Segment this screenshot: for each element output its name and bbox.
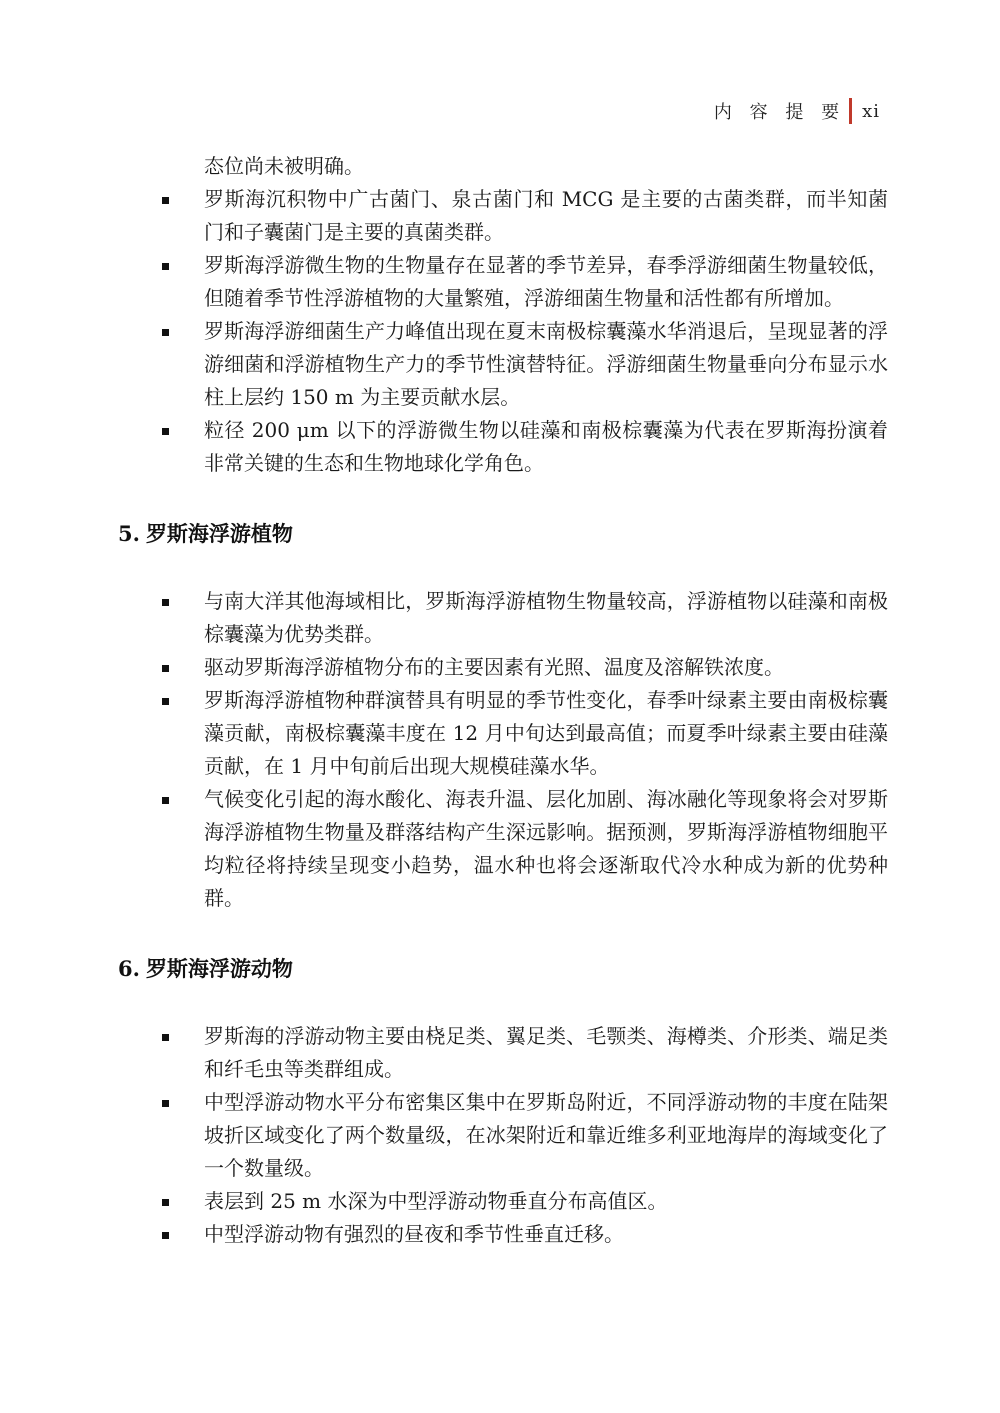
list-item: 罗斯海沉积物中广古菌门、泉古菌门和 MCG 是主要的古菌类群，而半知菌门和子囊菌门是主要的真菌类群。: [118, 183, 888, 249]
section-heading: 6. 罗斯海浮游动物: [118, 956, 293, 981]
bullet-icon: [162, 1034, 169, 1041]
continued-line: 态位尚未被明确。: [204, 154, 364, 178]
list-item: 罗斯海的浮游动物主要由桡足类、翼足类、毛颚类、海樽类、介形类、端足类和纤毛虫等类群组成。: [118, 1020, 888, 1086]
list-item: 表层到 25 m 水深为中型浮游动物垂直分布高值区。: [118, 1185, 888, 1218]
bullet-icon: [162, 1100, 169, 1107]
bullet-icon: [162, 797, 169, 804]
bullet-icon: [162, 329, 169, 336]
bullet-icon: [162, 263, 169, 270]
list-item: 与南大洋其他海域相比，罗斯海浮游植物生物量较高，浮游植物以硅藻和南极棕囊藻为优势类群。: [118, 585, 888, 651]
header-divider: [849, 98, 852, 124]
bullet-icon: [162, 599, 169, 606]
list-item: 驱动罗斯海浮游植物分布的主要因素有光照、温度及溶解铁浓度。: [118, 651, 888, 684]
bullet-icon: [162, 1232, 169, 1239]
section-heading: 5. 罗斯海浮游植物: [118, 521, 293, 546]
page-content: [118, 150, 888, 1251]
list-item: 气候变化引起的海水酸化、海表升温、层化加剧、海冰融化等现象将会对罗斯海浮游植物生物量及群落结构产生深远影响。据预测，罗斯海浮游植物细胞平均粒径将持续呈现变小趋势，温水种也将会逐渐取代冷水种成为新的优势种群。: [118, 783, 888, 915]
bullet-icon: [162, 1199, 169, 1206]
bullet-list-section6: [118, 1020, 888, 1251]
list-item: 罗斯海浮游微生物的生物量存在显著的季节差异，春季浮游细菌生物量较低，但随着季节性浮游植物的大量繁殖，浮游细菌生物量和活性都有所增加。: [118, 249, 888, 315]
bullet-list-a: [118, 183, 888, 480]
header-title: 内 容 提 要: [713, 102, 846, 123]
page-number: xi: [862, 100, 880, 122]
list-item: 中型浮游动物水平分布密集区集中在罗斯岛附近，不同浮游动物的丰度在陆架坡折区域变化了两个数量级，在冰架附近和靠近维多利亚地海岸的海域变化了一个数量级。: [118, 1086, 888, 1185]
bullet-icon: [162, 197, 169, 204]
bullet-icon: [162, 665, 169, 672]
bullet-list-section5: [118, 585, 888, 915]
bullet-icon: [162, 428, 169, 435]
running-header: [714, 98, 880, 124]
bullet-icon: [162, 698, 169, 705]
list-item: 中型浮游动物有强烈的昼夜和季节性垂直迁移。: [118, 1218, 888, 1251]
list-item: 粒径 200 μm 以下的浮游微生物以硅藻和南极棕囊藻为代表在罗斯海扮演着非常关键的生态和生物地球化学角色。: [118, 414, 888, 480]
list-item: 罗斯海浮游细菌生产力峰值出现在夏末南极棕囊藻水华消退后，呈现显著的浮游细菌和浮游植物生产力的季节性演替特征。浮游细菌生物量垂向分布显示水柱上层约 150 m 为主要贡献水层。: [118, 315, 888, 414]
list-item: 罗斯海浮游植物种群演替具有明显的季节性变化，春季叶绿素主要由南极棕囊藻贡献，南极棕囊藻丰度在 12 月中旬达到最高值；而夏季叶绿素主要由硅藻贡献，在 1 月中旬前后出现大规模硅藻水华。: [118, 684, 888, 783]
